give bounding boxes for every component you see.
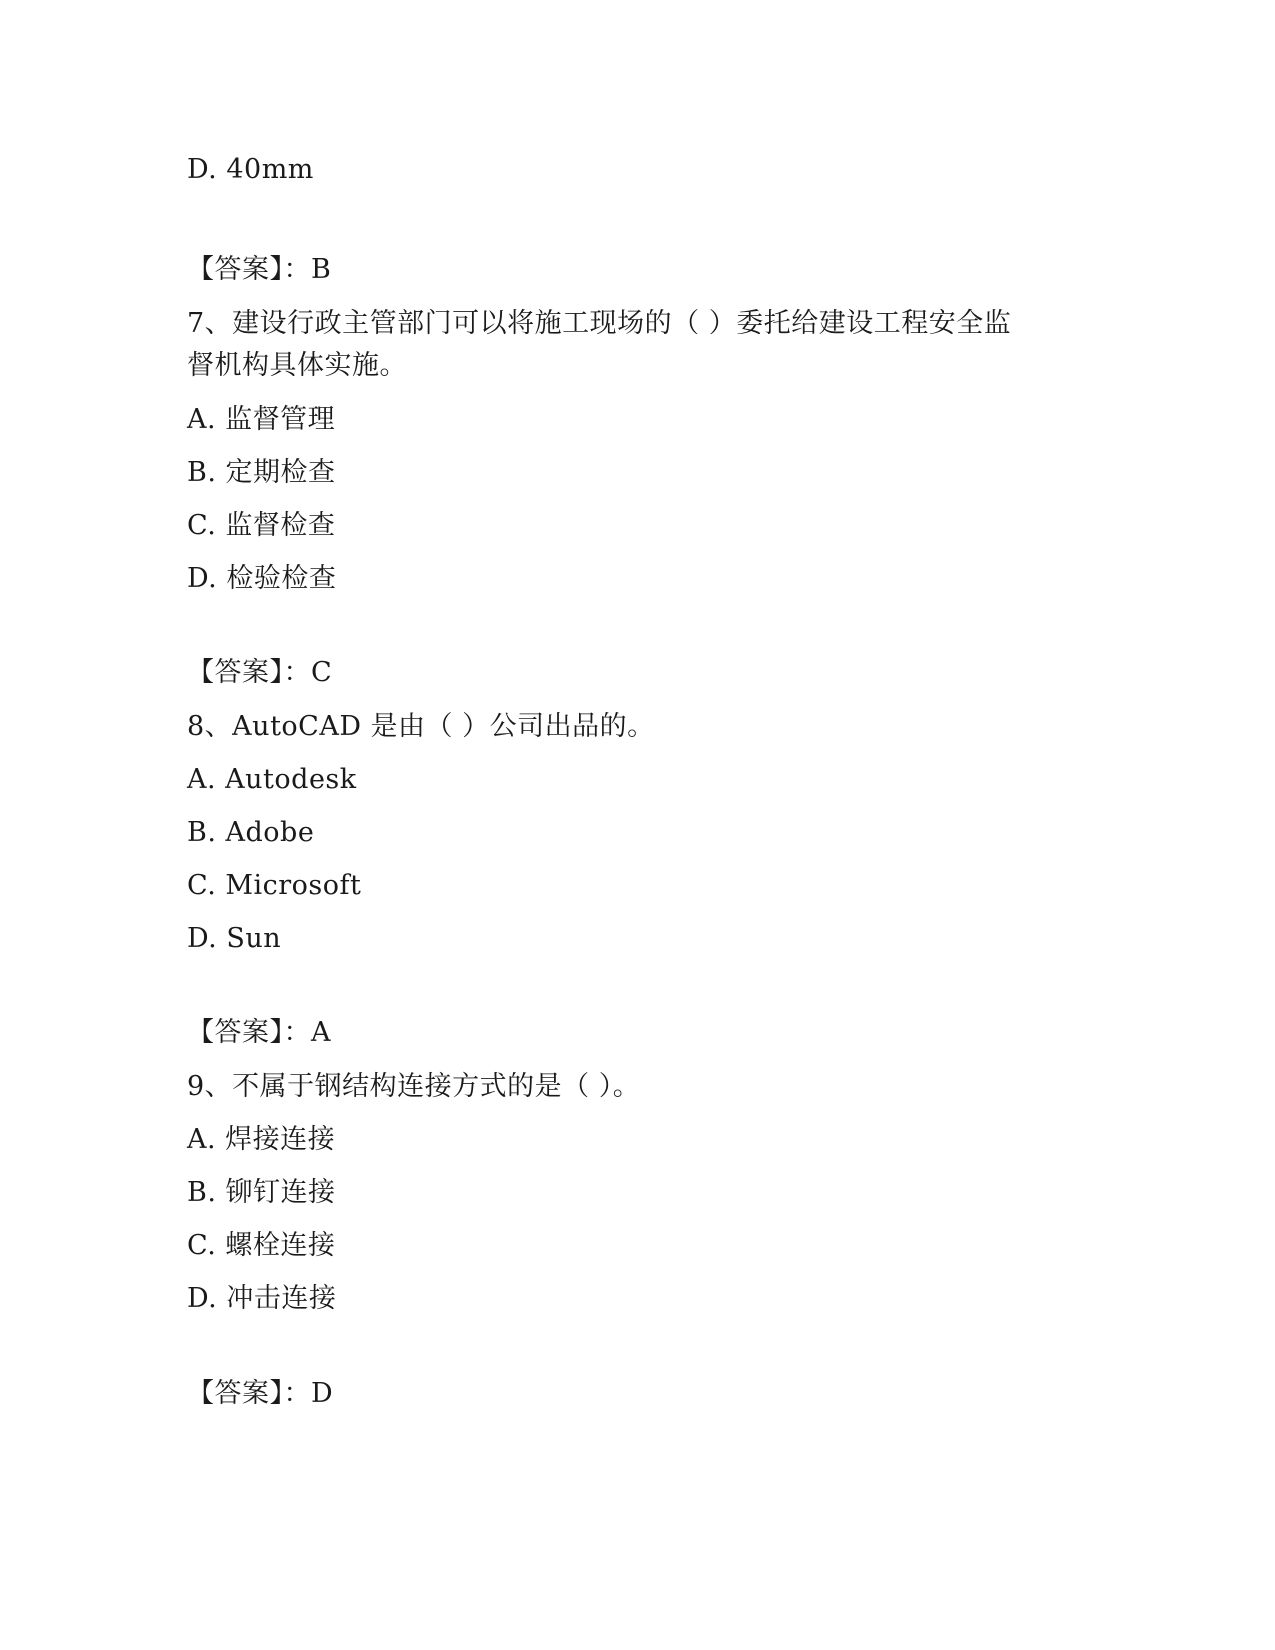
answer-q6 bbox=[187, 253, 331, 287]
question-7-stem-line1: 7、建设行政主管部门可以将施工现场的（ ）委托给建设工程安全监 bbox=[187, 308, 1012, 339]
question-9-option-d: D. 冲击连接 bbox=[187, 1283, 337, 1314]
answer-q8 bbox=[187, 1016, 331, 1050]
answer-value: B bbox=[311, 254, 332, 285]
answer-value: D bbox=[311, 1378, 334, 1409]
answer-value: A bbox=[311, 1017, 331, 1048]
question-7-option-a: A. 监督管理 bbox=[187, 404, 336, 435]
question-7-option-b: B. 定期检查 bbox=[187, 457, 336, 488]
question-9-option-c: C. 螺栓连接 bbox=[187, 1230, 336, 1261]
question-7-stem-line2: 督机构具体实施。 bbox=[187, 350, 407, 381]
answer-q9 bbox=[187, 1377, 333, 1411]
answer-label: 【答案】： bbox=[187, 657, 311, 688]
question-8-option-d: D. Sun bbox=[187, 923, 282, 954]
option-d-q6: D. 40mm bbox=[187, 154, 314, 185]
question-9-option-a: A. 焊接连接 bbox=[187, 1124, 336, 1155]
answer-q7 bbox=[187, 656, 332, 690]
question-8-option-a: A. Autodesk bbox=[187, 764, 357, 795]
question-7-option-c: C. 监督检查 bbox=[187, 510, 336, 541]
question-9-stem-line1: 9、不属于钢结构连接方式的是（ ）。 bbox=[187, 1071, 641, 1102]
question-8-option-c: C. Microsoft bbox=[187, 870, 362, 901]
answer-value: C bbox=[311, 657, 333, 688]
question-7-option-d: D. 检验检查 bbox=[187, 563, 337, 594]
answer-label: 【答案】： bbox=[187, 1017, 311, 1048]
answer-label: 【答案】： bbox=[187, 254, 311, 285]
question-8-option-b: B. Adobe bbox=[187, 817, 315, 848]
question-8-stem-line1: 8、AutoCAD 是由（ ）公司出品的。 bbox=[187, 711, 655, 742]
answer-label: 【答案】： bbox=[187, 1378, 311, 1409]
question-9-option-b: B. 铆钉连接 bbox=[187, 1177, 336, 1208]
